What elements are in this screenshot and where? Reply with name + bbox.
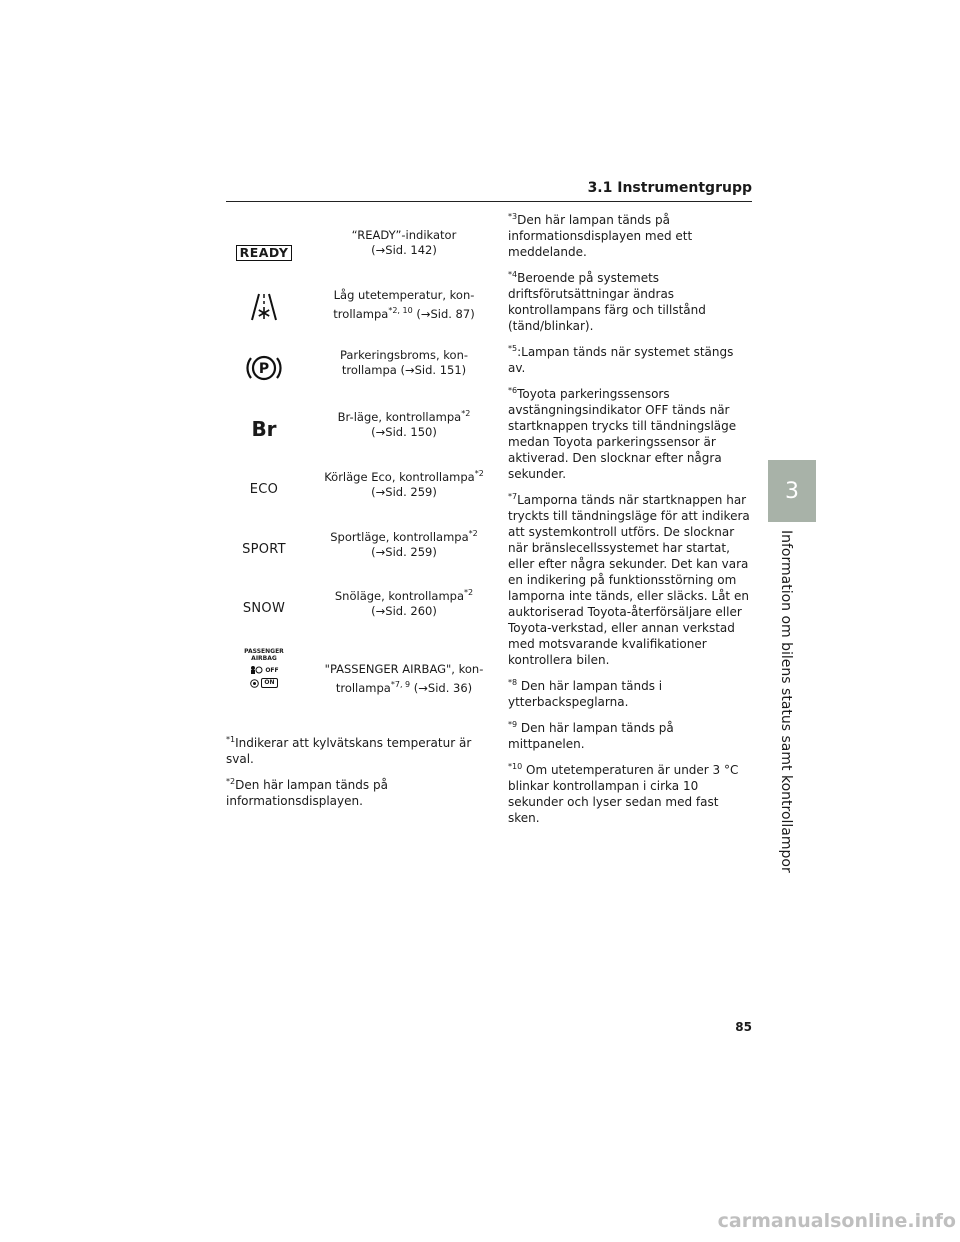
footnote-ref: *2, 10 bbox=[388, 306, 413, 315]
indicator-passenger-airbag bbox=[226, 640, 506, 696]
airbag-label-1: PASSENGER bbox=[244, 648, 284, 655]
footnote-mark: *1 bbox=[226, 735, 236, 744]
parking-brake-icon bbox=[246, 353, 282, 383]
footnote-mark: *3 bbox=[508, 212, 518, 221]
airbag-on-label: ON bbox=[261, 678, 277, 688]
footnote-text: Den här lampan tänds på informationsdisplayen med ett meddelande. bbox=[508, 213, 693, 259]
footnote bbox=[508, 341, 752, 376]
indicator-desc: “READY”-indikator bbox=[351, 228, 457, 242]
footnote bbox=[508, 675, 752, 710]
indicator-desc: Sportläge, kontrollampa bbox=[330, 529, 469, 544]
ready-icon: READY bbox=[236, 245, 293, 261]
footnote-mark: *4 bbox=[508, 270, 518, 279]
snow-icon: SNOW bbox=[242, 600, 286, 616]
indicator-eco bbox=[226, 464, 506, 514]
footnote-text: Indikerar att kylvätskans temperatur är sval. bbox=[226, 736, 472, 766]
indicator-desc: Låg utetemperatur, kon- bbox=[333, 288, 475, 302]
footnote bbox=[508, 209, 752, 260]
footnote-mark: *8 bbox=[508, 678, 518, 687]
indicator-parking-brake bbox=[226, 343, 506, 393]
footnote-text: Den här lampan tänds i ytterbackspeglarna. bbox=[508, 679, 663, 709]
airbag-seat-icon bbox=[250, 679, 259, 688]
parking-brake-letter: P bbox=[258, 361, 270, 377]
indicator-sport bbox=[226, 524, 506, 574]
footnotes-right bbox=[508, 209, 752, 833]
footnote-ref: *2 bbox=[474, 469, 484, 478]
footnote-text: Den här lampan tänds på informationsdisplayen. bbox=[226, 778, 388, 808]
footnote-ref: *2 bbox=[468, 529, 478, 538]
footnote-mark: *9 bbox=[508, 720, 518, 729]
indicator-ref: (→Sid. 87) bbox=[412, 306, 475, 321]
passenger-airbag-icon bbox=[244, 648, 284, 688]
indicator-low-temp bbox=[226, 282, 506, 332]
eco-icon: ECO bbox=[249, 481, 279, 497]
footnote-mark: *6 bbox=[508, 386, 518, 395]
airbag-seat-icon bbox=[249, 665, 263, 675]
watermark: carmanualsonline.info bbox=[717, 1210, 956, 1232]
footnote-ref: *2 bbox=[464, 588, 474, 597]
indicator-desc: Br-läge, kontrollampa bbox=[337, 409, 462, 424]
indicator-desc: Parkeringsbroms, kon- bbox=[339, 348, 469, 362]
footnote-text: Toyota parkeringssensors avstängningsindikator OFF tänds när startknappen trycks till tändningsläge medan Toyota parkeringssensor är aktiverad. Den slocknar efter några sekunder. bbox=[508, 387, 737, 481]
footnote-mark: *5 bbox=[508, 344, 518, 353]
footnote bbox=[226, 774, 476, 809]
page-number: 85 bbox=[735, 1020, 752, 1034]
page-header: 3.1 Instrumentgrupp bbox=[226, 180, 752, 202]
indicator-ref: (→Sid. 142) bbox=[371, 243, 437, 257]
footnote-text: Den här lampan tänds på mittpanelen. bbox=[508, 721, 674, 751]
indicator-ref: (→Sid. 36) bbox=[410, 680, 473, 695]
footnote-text: :Lampan tänds när systemet stängs av. bbox=[508, 345, 734, 375]
footnote-text: Om utetemperaturen är under 3 °C blinkar kontrollampan i cirka 10 sekunder och lyser sedan med fast sken. bbox=[508, 763, 739, 825]
indicator-ref: (→Sid. 259) bbox=[371, 484, 437, 499]
indicator-desc: Snöläge, kontrollampa bbox=[334, 588, 465, 603]
footnote bbox=[508, 759, 752, 826]
footnote-text: Lamporna tänds när startknappen har tryckts till tändningsläge för att indikera att systemkontroll utförs. De slocknar när bränslecellssystemet har startat, eller efter några sekunder. Det kan vara en indikering på funktionsstörning om lamporna inte tänds, eller släcks. Låt en auktoriserad Toyota-återförsäljare eller Toyota-verkstad, eller annan verkstad med motsvarande kvalifikationer kontrollera bilen. bbox=[508, 493, 750, 667]
footnote bbox=[508, 267, 752, 334]
sport-icon: SPORT bbox=[242, 541, 286, 557]
footnote-ref: *7, 9 bbox=[390, 680, 411, 689]
indicator-ref: (→Sid. 260) bbox=[371, 603, 437, 618]
indicator-ref: trollampa (→Sid. 151) bbox=[341, 363, 467, 377]
chapter-tab: 3 bbox=[768, 460, 816, 522]
footnote bbox=[508, 717, 752, 752]
indicator-ref: (→Sid. 150) bbox=[371, 424, 437, 439]
indicator-ref: (→Sid. 259) bbox=[371, 544, 437, 559]
footnote bbox=[508, 489, 752, 668]
footnotes-left bbox=[226, 732, 476, 816]
footnote-text: Beroende på systemets driftsförutsättningar ändras kontrollampans färg och tillstånd (tänd/blinkar). bbox=[508, 271, 706, 333]
airbag-off-label: OFF bbox=[265, 666, 279, 674]
indicator-ready bbox=[226, 228, 506, 278]
footnote-mark: *10 bbox=[508, 762, 523, 771]
chapter-label: Information om bilens status samt kontrollampor bbox=[778, 530, 794, 873]
indicator-desc-cont: trollampa bbox=[333, 306, 389, 321]
footnote-mark: *2 bbox=[226, 777, 236, 786]
indicator-desc: "PASSENGER AIRBAG", kon- bbox=[324, 662, 484, 676]
low-outside-temp-icon bbox=[250, 292, 278, 322]
indicator-br-mode bbox=[226, 404, 506, 454]
footnote-ref: *2 bbox=[461, 409, 471, 418]
br-mode-icon: Br bbox=[251, 417, 277, 441]
indicator-desc-cont: trollampa bbox=[335, 680, 391, 695]
indicator-desc: Körläge Eco, kontrollampa bbox=[324, 469, 475, 484]
footnote-mark: *7 bbox=[508, 492, 518, 501]
indicator-snow bbox=[226, 583, 506, 633]
footnote bbox=[508, 383, 752, 482]
footnote bbox=[226, 732, 476, 767]
airbag-label-2: AIRBAG bbox=[251, 655, 277, 662]
